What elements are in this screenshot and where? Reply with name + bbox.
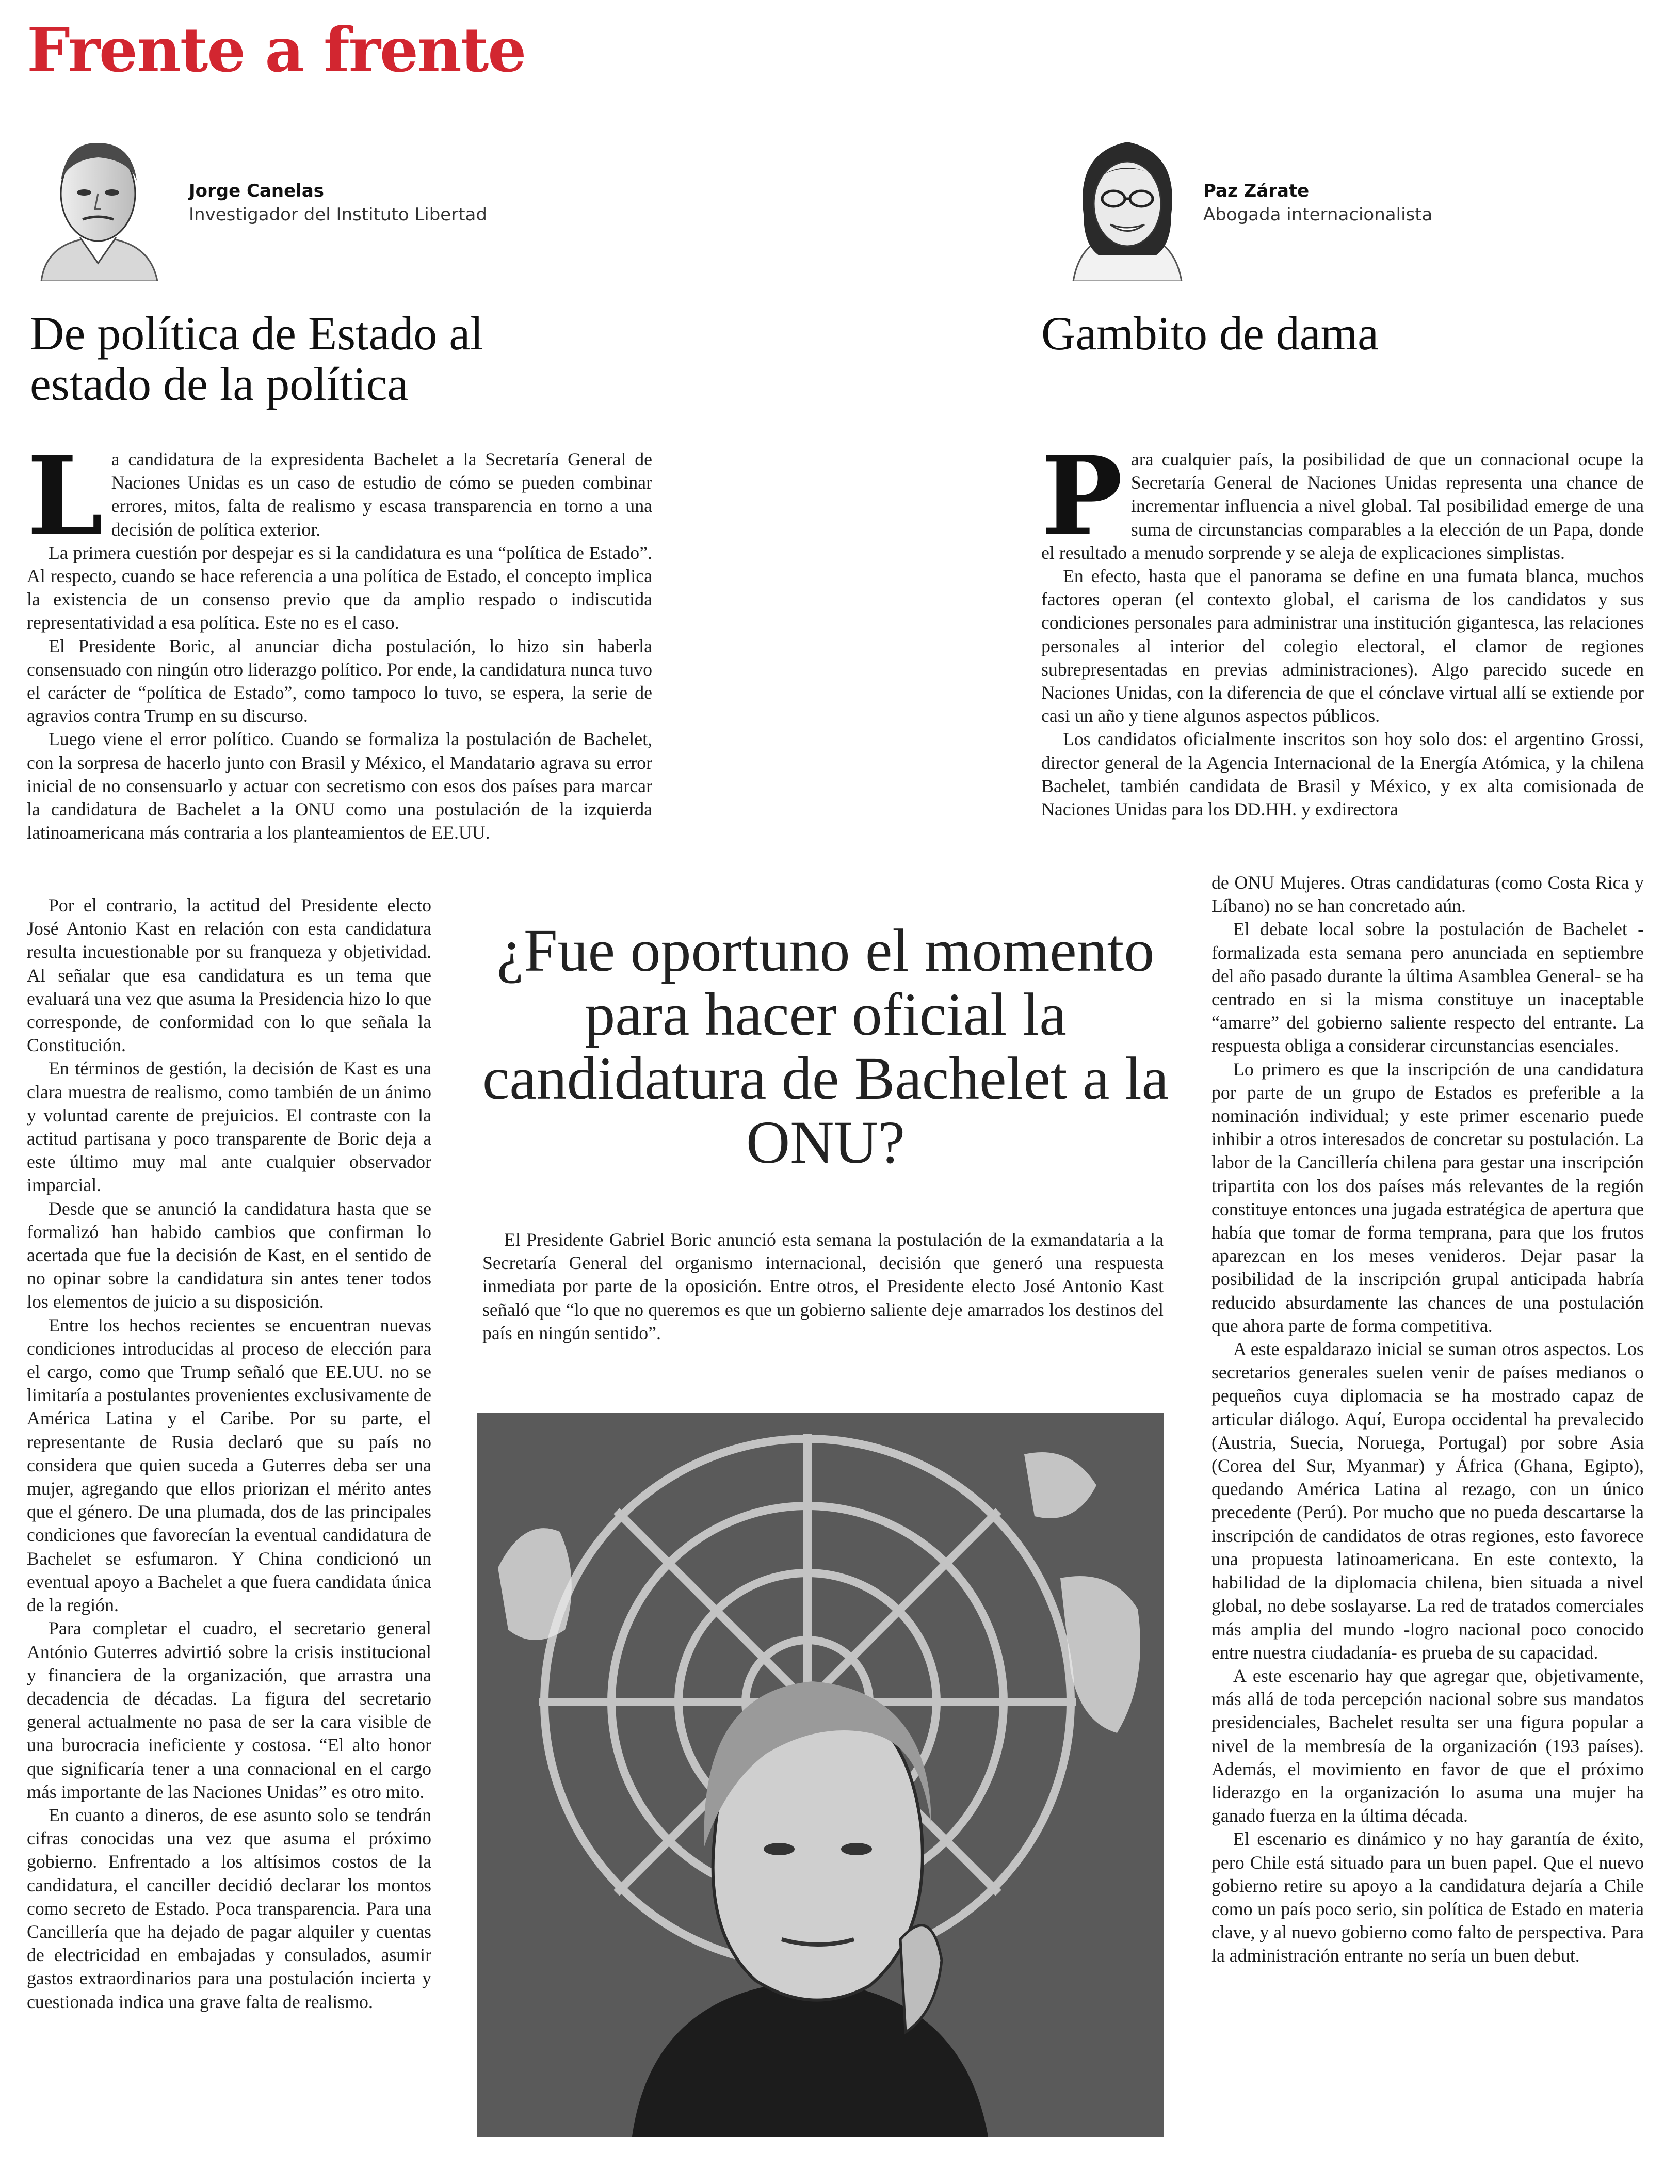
un-emblem-portrait-photo bbox=[477, 1413, 1164, 2137]
paragraph: En términos de gestión, la decisión de Kast es una clara muestra de realismo, como también de un ánimo y voluntad carente de prejuicios. El contraste con la actitud partisana y poco transparente de Boric deja a este último muy mal ante cualquier observador imparcial. bbox=[27, 1058, 431, 1196]
author-name-right: Paz Zárate bbox=[1203, 181, 1310, 201]
paragraph: Desde que se anunció la candidatura hasta que se formalizó han habido cambios que confirman lo acertada que fue la decisión de Kast, en el sentido de no opinar sobre la candidatura sin antes tener todos los elementos de juicio a su disposición. bbox=[27, 1198, 431, 1312]
dropcap-left: L bbox=[27, 432, 103, 560]
paragraph: A este escenario hay que agregar que, objetivamente, más allá de toda percepción nacional sobre sus mandatos presidenciales, Bachelet resulta ser una figura popular a nivel de la membresía de la organización (193 países). Además, el movimiento en favor de que el próximo liderazgo en la organización lo asuma una mujer ha ganado fuerza en la última década. bbox=[1211, 1665, 1644, 1826]
paragraph: El debate local sobre la postulación de Bachelet -formalizada esta semana pero anunciada en septiembre del año pasado durante la última Asamblea General- se ha centrado en si la misma constituye un inaceptable “amarre” del gobierno saliente respecto del entrante. La respuesta obliga a considerar circunstancias esenciales. bbox=[1211, 919, 1644, 1056]
left-article-bottom bbox=[27, 894, 431, 2014]
author-role-left: Investigador del Instituto Libertad bbox=[189, 204, 487, 225]
author-name-left: Jorge Canelas bbox=[189, 181, 325, 201]
headline-right: Gambito de dama bbox=[1041, 307, 1379, 360]
paragraph: a candidatura de la expresidenta Bachelet a la Secretaría General de Naciones Unidas es un caso de estudio de cómo se pueden combinar errores, mitos, falta de realismo y escasa transparencia en torno a una decisión de política exterior. bbox=[111, 449, 652, 540]
paragraph: Lo primero es que la inscripción de una candidatura por parte de un grupo de Estados es preferible a la nominación individual; y este primer escenario puede inhibir a otros interesados de concretar su postulación. La labor de la Cancillería chilena para gestar una inscripción tripartita con los dos países más relevantes de la región constituye entonces una jugada estratégica de apertura que había que tomar de forma temprana, para que los frutos aparezcan en los meses venideros. Dejar pasar la posibilidad de la inscripción grupal anticipada habría reducido absurdamente las chances de una postulación que ahora parte de forma competitiva. bbox=[1211, 1058, 1644, 1336]
right-article-top bbox=[1041, 432, 1644, 821]
author-portrait-right bbox=[1053, 132, 1202, 281]
paragraph: de ONU Mujeres. Otras candidaturas (como Costa Rica y Líbano) no se han concretado aún. bbox=[1211, 872, 1644, 917]
paragraph: Los candidatos oficialmente inscritos son hoy solo dos: el argentino Grossi, director general de la Agencia Internacional de la Energía Atómica, y la chilena Bachelet, también candidata de Brasil y México, y ex alta comisionada de Naciones Unidas para los DD.HH. y exdirectora bbox=[1041, 729, 1644, 820]
left-article-top bbox=[27, 432, 652, 844]
right-article-bottom bbox=[1211, 871, 1644, 1968]
paragraph: Entre los hechos recientes se encuentran nuevas condiciones introducidas al proceso de elección para el cargo, como que Trump señaló que EE.UU. no se limitaría a postulantes provenientes exclusivamente de América Latina y el Caribe. Por su parte, el representante de Rusia declaró que su país no considera que quien suceda a Guterres deba ser una mujer, agregando que ellos priorizan el mérito antes que el género. De una plumada, dos de las principales condiciones que favorecían la eventual candidatura de Bachelet se esfumaron. Y China condicionó un eventual apoyo a Bachelet a que fuera candidata única de la región. bbox=[27, 1314, 431, 1616]
dropcap-right: P bbox=[1041, 432, 1123, 560]
paragraph: Por el contrario, la actitud del Presidente electo José Antonio Kast en relación con esta candidatura resulta incuestionable por su franqueza y objetividad. Al señalar que esa candidatura es un tema que evaluará una vez que asuma la Presidencia hizo lo que corresponde, de conformidad con lo que señala la Constitución. bbox=[27, 895, 431, 1056]
paragraph: En cuanto a dineros, de ese asunto solo se tendrán cifras conocidas una vez que asuma el próximo gobierno. Enfrentado a los altísimos costos de la candidatura, el canciller decidió declarar los montos como secreto de Estado. Poca transparencia. Para una Cancillería que ha dejado de pagar alquiler y cuentas de electricidad en embajadas y consulados, asumir gastos extraordinarios para una postulación incierta y cuestionada indica una grave falta de realismo. bbox=[27, 1804, 431, 2012]
section-title: Frente a frente bbox=[27, 14, 526, 86]
paragraph: Para completar el cuadro, el secretario general António Guterres advirtió sobre la crisis institucional y financiera de la organización, que arrastra una decadencia de décadas. La figura del secretario general actualmente no pasa de ser la cara visible de una burocracia ineficiente y costosa. “El alto honor que significaría tener a una connacional en el cargo más importante de las Naciones Unidas” es otro mito. bbox=[27, 1618, 431, 1802]
lead-paragraph: El Presidente Gabriel Boric anunció esta semana la postulación de la exmandataria a la Secretaría General del organismo internacional, decisión que generó una respuesta inmediata por parte de la oposición. Entre otros, el Presidente electo José Antonio Kast señaló que “lo que no queremos es que un gobierno saliente deje amarrados los destinos del país en ningún sentido”. bbox=[482, 1229, 1164, 1343]
paragraph: La primera cuestión por despejar es si la candidatura es una “política de Estado”. Al respecto, cuando se hace referencia a una política de Estado, el concepto implica la existencia de un consenso previo que da amplio respado o indiscutida representatividad a esa política. Este no es el caso. bbox=[27, 542, 652, 633]
author-portrait-left bbox=[31, 132, 165, 281]
paragraph: En efecto, hasta que el panorama se define en una fumata blanca, muchos factores operan (el contexto global, el carisma de los candidatos y sus condiciones personales para administrar una institución gigantesca, las relaciones personales al interior del colegio electoral, el clamor de regiones subrepresentadas en previas administraciones). Algo parecido sucede en Naciones Unidas, con la diferencia de que el cónclave virtual allí se extiende por casi un año y tiene algunos aspectos públicos. bbox=[1041, 566, 1644, 727]
paragraph: El Presidente Boric, al anunciar dicha postulación, lo hizo sin haberla consensuado con ningún otro liderazgo político. Por ende, la candidatura nunca tuvo el carácter de “política de Estado”, como tampoco lo tuvo, se espera, la serie de agravios contra Trump en su discurso. bbox=[27, 635, 652, 727]
headline-left: De política de Estado al estado de la política bbox=[30, 307, 483, 410]
paragraph: Luego viene el error político. Cuando se formaliza la postulación de Bachelet, con la sorpresa de hacerlo junto con Brasil y México, el Mandatario agrava su error inicial de no consensuarlo y actuar con secretismo con esos dos países para marcar la candidatura de Bachelet a la ONU como una postulación de la izquierda latinoamericana más contraria a los planteamientos de EE.UU. bbox=[27, 729, 652, 843]
author-role-right: Abogada internacionalista bbox=[1203, 204, 1433, 225]
paragraph: El escenario es dinámico y no hay garantía de éxito, pero Chile está situado para un buen papel. Que el nuevo gobierno retire su apoyo a la candidatura dejaría a Chile como un país poco serio, sin política de Estado en materia clave, y al nuevo gobierno como falto de perspectiva. Para la administración entrante no sería un buen debut. bbox=[1211, 1828, 1644, 1966]
paragraph: ara cualquier país, la posibilidad de que un connacional ocupe la Secretaría General de Naciones Unidas representa una chance de incrementar influencia a nivel global. Tal posibilidad emerge de una suma de circunstancias comparables a la elección de un Papa, donde el resultado a menudo sorprende y se aleja de explicaciones simplistas. bbox=[1041, 449, 1644, 563]
central-question: ¿Fue oportuno el momento para hacer oficial la candidatura de Bachelet a la ONU? bbox=[482, 917, 1169, 1176]
paragraph: A este espaldarazo inicial se suman otros aspectos. Los secretarios generales suelen venir de países medianos o pequeños cuya diplomacia se ha mostrado capaz de articular diálogo. Aquí, Europa occidental ha prevalecido (Austria, Suecia, Noruega, Portugal) por sobre Asia (Corea del Sur, Myanmar) y África (Ghana, Egipto), quedando América Latina al rezago, con un único precedente (Perú). Por mucho que no pueda descartarse la inscripción de candidatos de otras regiones, esto favorece una propuesta latinoamericana. En este contexto, la habilidad de la diplomacia chilena, bien situada a nivel global, no debe soslayarse. La red de tratados comerciales más amplia del mundo -logro nacional poco conocido entre nuestra ciudadanía- es prueba de su capacidad. bbox=[1211, 1339, 1644, 1663]
